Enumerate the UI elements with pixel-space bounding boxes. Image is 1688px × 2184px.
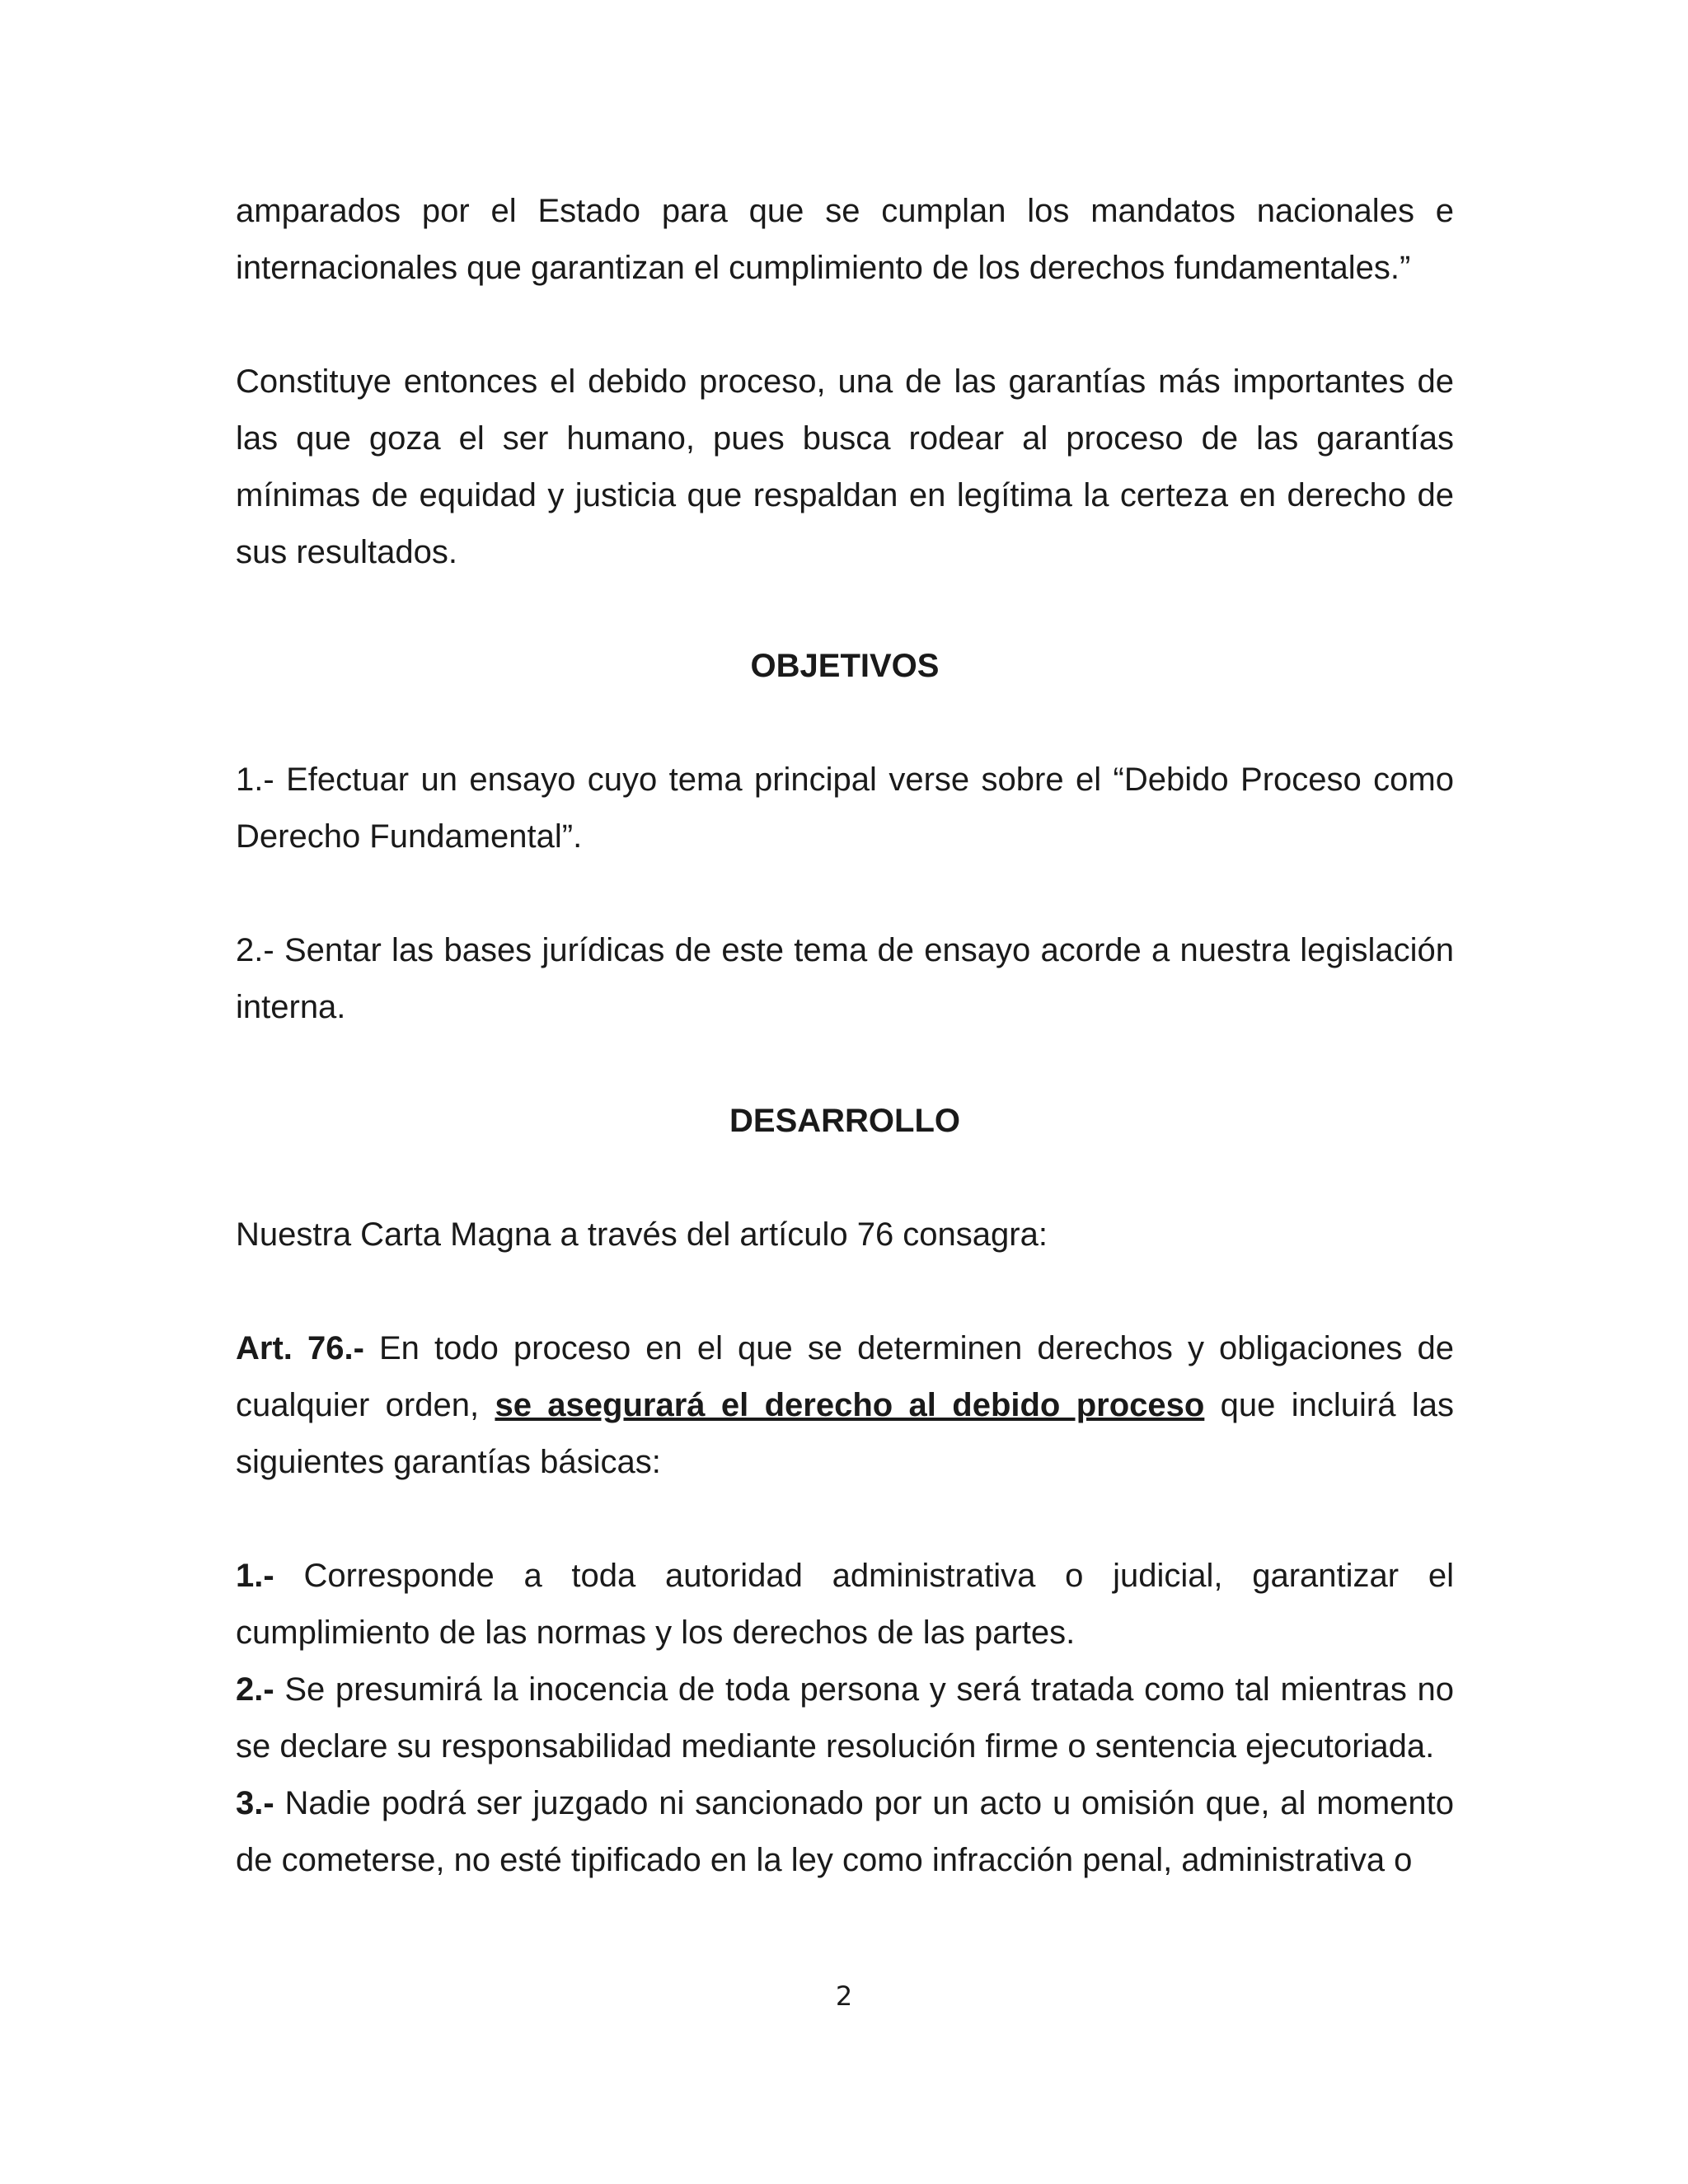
objective-item-1: 1.- Efectuar un ensayo cuyo tema principal verse sobre el “Debido Proceso como Derecho Fundamental”. (236, 762, 1454, 855)
spacer (236, 1150, 1454, 1207)
article-text-before: En todo proceso en el que se determinen derechos y obligaciones de cualquier orden, (236, 1330, 1454, 1423)
spacer (236, 865, 1454, 922)
objective-item-2: 2.- Sentar las bases jurídicas de este tema de ensayo acorde a nuestra legislación interna. (236, 932, 1454, 1025)
development-heading: DESARROLLO (729, 1103, 960, 1139)
article-76-paragraph (236, 1320, 1454, 1491)
spacer (236, 581, 1454, 638)
article-label: Art. 76.- (236, 1330, 364, 1366)
intro-paragraph-2: Constituye entonces el debido proceso, una de las garantías más importantes de las que goza el ser humano, pues busca rodear al proceso de las garantías mínimas de equidad y justicia que respaldan en legítima la certeza en derecho de sus resultados. (236, 363, 1454, 570)
guarantee-number: 2.- (236, 1671, 274, 1708)
guarantee-text: Corresponde a toda autoridad administrativa o judicial, garantizar el cumplimiento de las normas y los derechos de las partes. (236, 1558, 1454, 1651)
spacer (236, 297, 1454, 354)
objectives-heading: OBJETIVOS (750, 648, 940, 684)
guarantee-item-2 (236, 1661, 1454, 1775)
guarantee-item-1 (236, 1548, 1454, 1661)
spacer (236, 1036, 1454, 1093)
guarantee-number: 3.- (236, 1785, 274, 1821)
spacer (236, 1263, 1454, 1320)
development-intro: Nuestra Carta Magna a través del artículo 76 consagra: (236, 1216, 1048, 1253)
article-emphasis: se asegurará el derecho al debido proceso (495, 1387, 1205, 1423)
spacer (236, 695, 1454, 752)
article-text-after: que incluirá las siguientes garantías básicas: (236, 1387, 1454, 1480)
guarantee-item-3 (236, 1775, 1454, 1889)
guarantee-number: 1.- (236, 1558, 274, 1594)
guarantee-text: Se presumirá la inocencia de toda persona y será tratada como tal mientras no se declare su responsabilidad mediante resolución firme o sentencia ejecutoriada. (236, 1671, 1454, 1765)
document-body (236, 183, 1454, 1889)
page-number: 2 (835, 1980, 853, 2012)
spacer (236, 1491, 1454, 1548)
guarantee-text: Nadie podrá ser juzgado ni sancionado por un acto u omisión que, al momento de cometerse, no esté tipificado en la ley como infracción penal, administrativa o (236, 1785, 1454, 1878)
intro-paragraph-1: amparados por el Estado para que se cumplan los mandatos nacionales e internacionales que garantizan el cumplimiento de los derechos fundamentales.” (236, 193, 1454, 286)
